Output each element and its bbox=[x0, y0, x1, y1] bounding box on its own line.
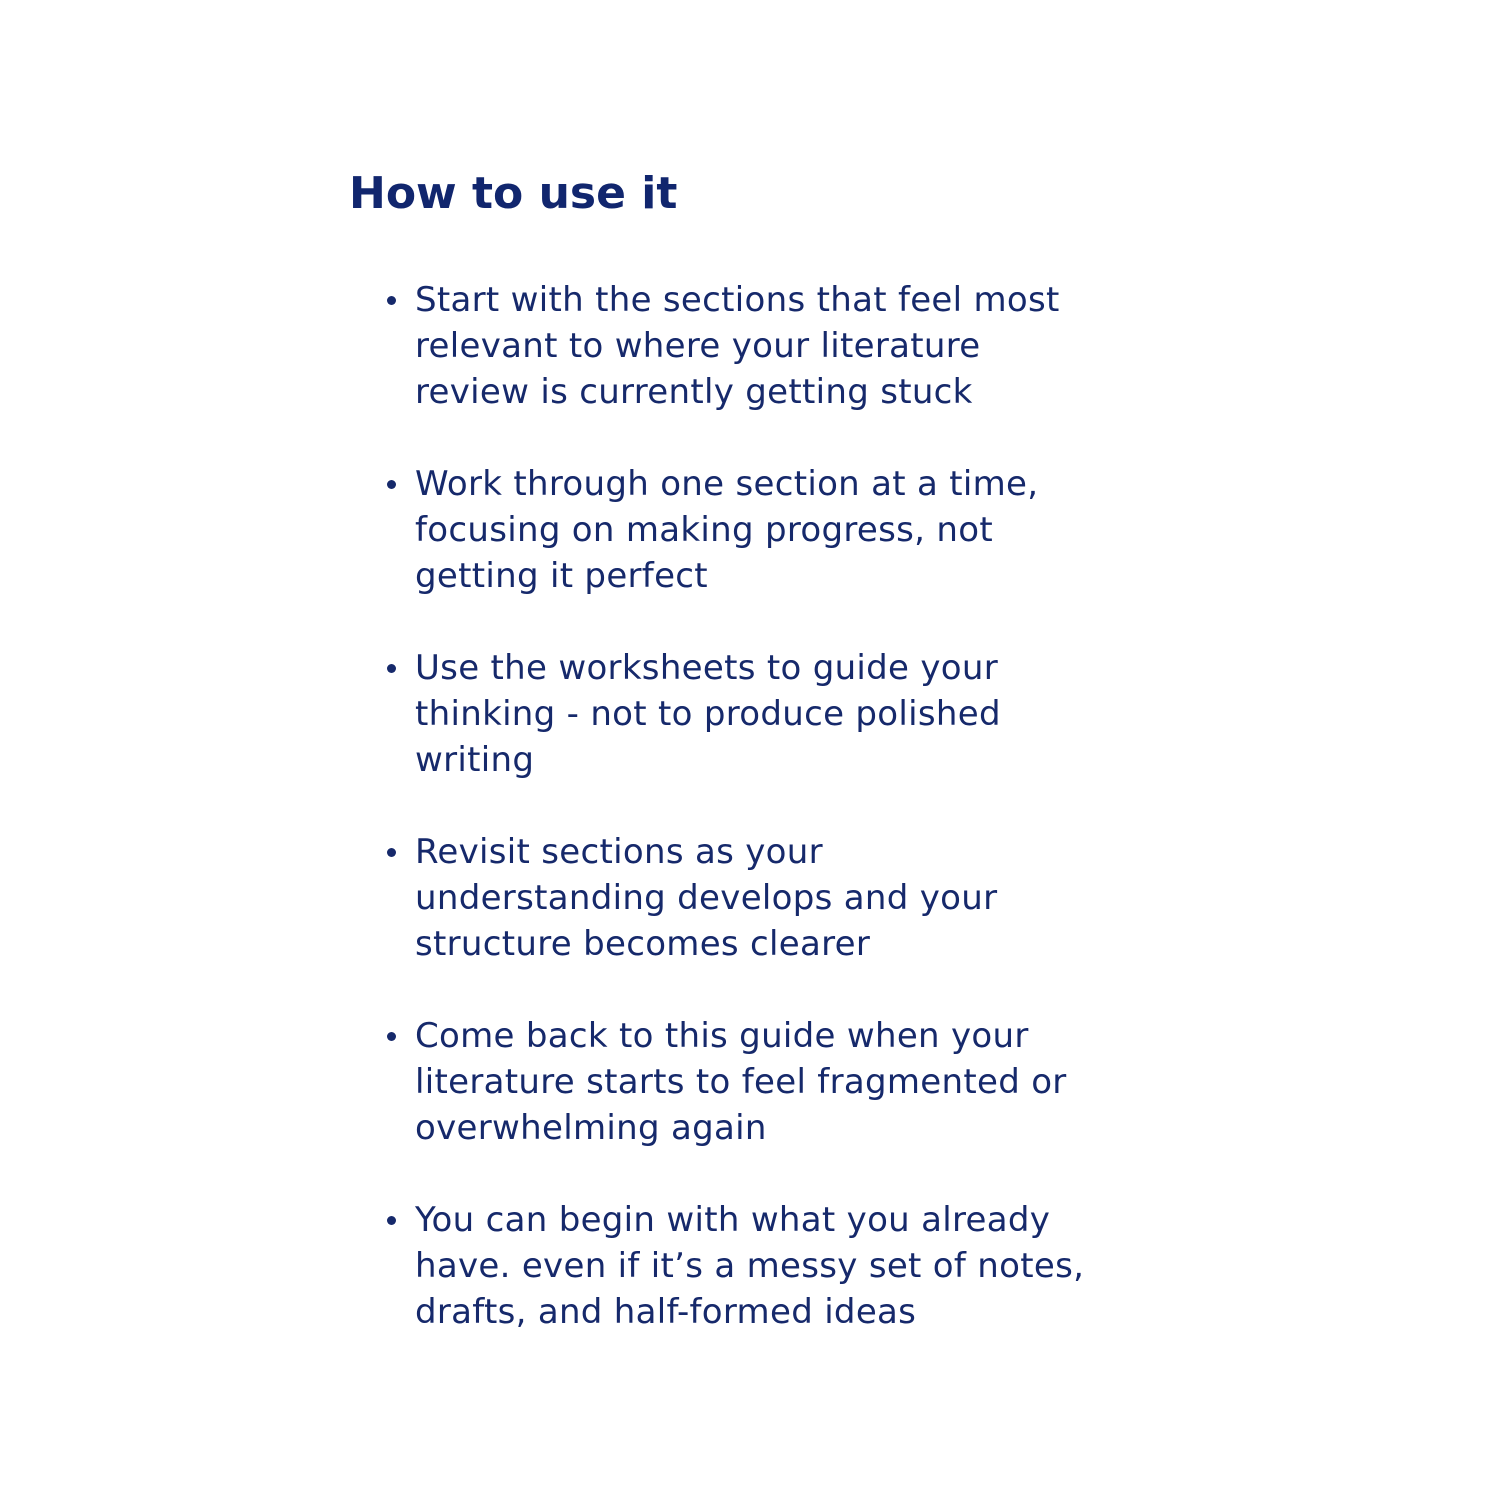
bullet-icon bbox=[387, 480, 396, 489]
list-item-line: understanding develops and your bbox=[415, 878, 998, 918]
list-item-text bbox=[415, 1013, 1185, 1151]
document-content bbox=[349, 165, 1189, 1332]
usage-tips-list bbox=[349, 277, 1189, 1381]
list-item-line: review is currently getting stuck bbox=[415, 372, 973, 412]
bullet-icon bbox=[387, 296, 396, 305]
list-item-line: Use the worksheets to guide your bbox=[415, 648, 999, 688]
list-item-text bbox=[415, 829, 1185, 967]
list-item bbox=[349, 1197, 1189, 1335]
list-item-line: writing bbox=[415, 740, 535, 780]
list-item-line: Work through one section at a time, bbox=[415, 464, 1039, 504]
list-item-line: literature starts to feel fragmented or bbox=[415, 1062, 1067, 1102]
list-item-text bbox=[415, 277, 1185, 415]
list-item bbox=[349, 461, 1189, 599]
list-item bbox=[349, 277, 1189, 415]
list-item-line: Revisit sections as your bbox=[415, 832, 823, 872]
list-item-line: drafts, and half-formed ideas bbox=[415, 1292, 917, 1332]
list-item bbox=[349, 829, 1189, 967]
list-item-text bbox=[415, 645, 1185, 783]
list-item-line: structure becomes clearer bbox=[415, 924, 871, 964]
list-item-line: relevant to where your literature bbox=[415, 326, 981, 366]
bullet-icon bbox=[387, 848, 396, 857]
page-title: How to use it bbox=[349, 168, 678, 219]
list-item-line: have. even if it’s a messy set of notes, bbox=[415, 1246, 1085, 1286]
bullet-icon bbox=[387, 1216, 396, 1225]
list-item-line: You can begin with what you already bbox=[415, 1200, 1051, 1240]
list-item-line: getting it perfect bbox=[415, 556, 708, 596]
list-item-line: focusing on making progress, not bbox=[415, 510, 993, 550]
list-item-line: overwhelming again bbox=[415, 1108, 767, 1148]
list-item bbox=[349, 645, 1189, 783]
bullet-icon bbox=[387, 664, 396, 673]
list-item-text bbox=[415, 1197, 1185, 1335]
list-item-line: Come back to this guide when your bbox=[415, 1016, 1029, 1056]
list-item-text bbox=[415, 461, 1185, 599]
list-item-line: Start with the sections that feel most bbox=[415, 280, 1060, 320]
bullet-icon bbox=[387, 1032, 396, 1041]
list-item bbox=[349, 1013, 1189, 1151]
list-item-line: thinking - not to produce polished bbox=[415, 694, 1001, 734]
